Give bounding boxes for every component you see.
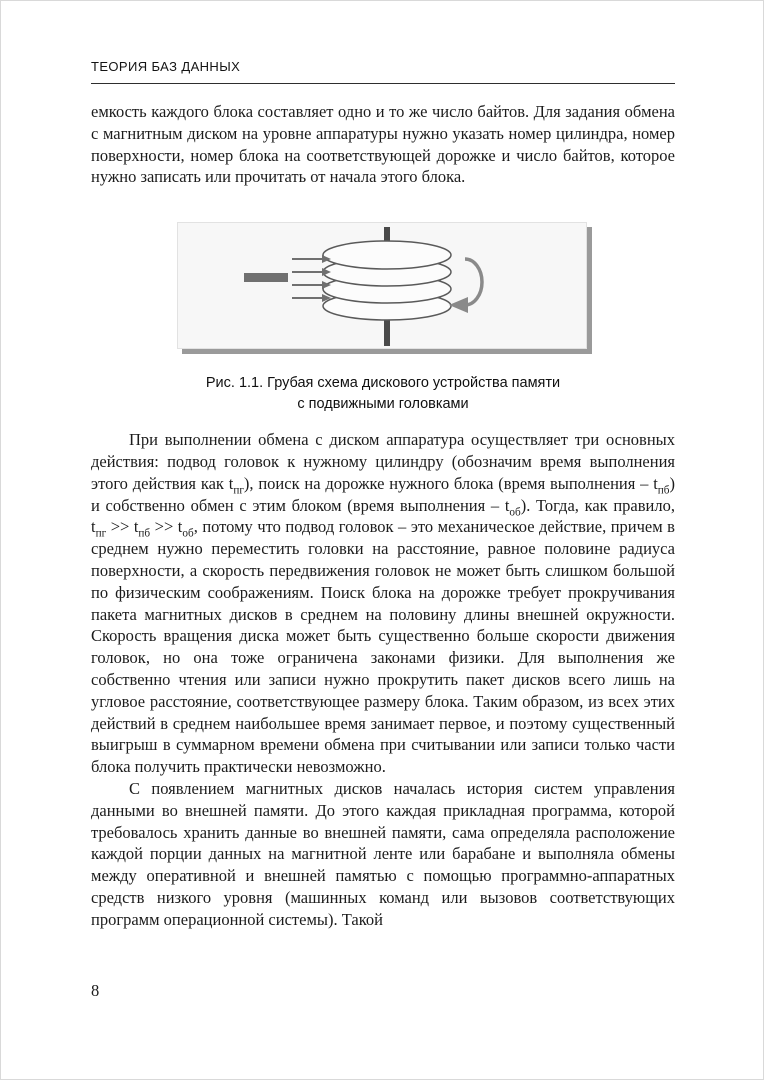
subscript: пг (233, 484, 244, 497)
subscript: об (509, 505, 521, 518)
figure-caption-line-2: с подвижными головками (297, 395, 469, 412)
subscript: пг (95, 527, 107, 540)
figure-caption (91, 373, 675, 414)
disk-platters (323, 241, 451, 320)
head-arrows (292, 255, 331, 302)
figure-caption-line-1: Рис. 1.1. Грубая схема дискового устройства памяти (205, 375, 561, 392)
text-run: ), поиск на дорожке нужного блока (время выполнения – t (243, 473, 658, 493)
head-arm (244, 273, 288, 282)
paragraph-2 (91, 429, 675, 778)
page-number: 8 (91, 981, 100, 1000)
running-header (91, 59, 675, 84)
text-run: ). Тогда, как правило, t (91, 495, 675, 537)
text-run: >> t (106, 517, 139, 537)
subscript: пб (657, 484, 670, 497)
text-run: При выполнении обмена с диском аппаратура осуществляет три основных действия: подвод головок к нужному цилиндру (обозначим время выполнения этого действия как t (91, 430, 675, 493)
figure-image (177, 222, 587, 349)
text-run: ) и собственно обмен с этим блоком (время выполнения – t (91, 473, 675, 515)
disk-device-diagram (178, 223, 586, 348)
paragraph-3: С появлением магнитных дисков началась история систем управления данными во внешней памяти. До этого каждая прикладная программа, которой требовалось хранить данные во внешней памяти, сама определяла расположение каждой порции данных на магнитной ленте или барабане и выполняла обмены между оперативной и внешней памятью с помощью программно-аппаратных средств низкого уровня (машинных команд или вызовов соответствующих программ операционной системы). Такой (91, 778, 675, 929)
running-header-text: ТЕОРИЯ БАЗ ДАННЫХ (91, 59, 241, 74)
text-run: , потому что подвод головок – это механическое действие, причем в среднем нужно переместить головки на расстояние, равное половине радиуса поверхности, а скорость передвижения головок не может быть слишком большой по физическим соображениям. Поиск блока на дорожке требует прокручивания пакета магнитных дисков в среднем на половину длины внешней окружности. Скорость вращения диска может быть существенно больше скорости движения головок, но она тоже ограничена законами физики. Для выполнения же собственно чтения или записи нужно прокрутить пакет дисков всего лишь на угловое расстояние, соответствующее размеру блока. Таким образом, из всех этих действий в среднем наибольшее время занимает первое, и поэтому существенный выигрыш в суммарном времени обмена при считывании или записи только части блока получить практически невозможно. (91, 517, 675, 777)
rotation-arrow-icon (449, 259, 482, 313)
header-rule (91, 83, 675, 84)
figure-1-1 (91, 222, 675, 414)
subscript: об (182, 527, 194, 540)
text-run: >> t (150, 517, 183, 537)
paragraph-1: емкость каждого блока составляет одно и то же число байтов. Для задания обмена с магнитным диском на уровне аппаратуры нужно указать номер цилиндра, номер поверхности, номер блока на соответствующей дорожке и число байтов, которое нужно записать или прочитать от начала этого блока. (91, 102, 675, 187)
subscript: пб (138, 527, 151, 540)
